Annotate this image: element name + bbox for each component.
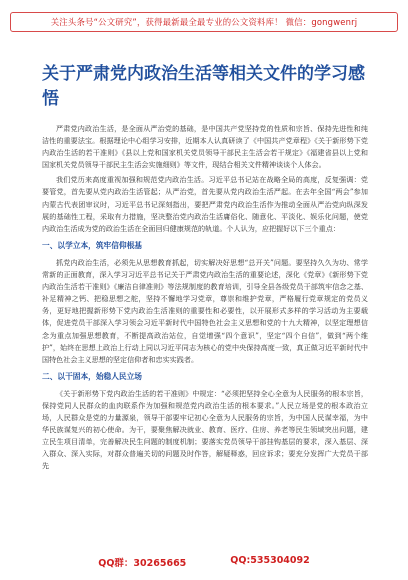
section-heading-1: 一、以学立本，筑牢信仰根基 — [42, 240, 142, 250]
section-body-1: 抓党内政治生活，必须先从思想教育抓起，切实解决好思想“总开关”问题。要坚持久久为功、常学常新的正面教育，深入学习习近平总书记关于严肃党内政治生活的重要论述，深化《党章》《新形势下党内政治生活若干准则》《廉洁自律准则》等法规制度的教育培训，引导全县各级党员干部筑牢信念之基、补足精神之钙、把稳思想之舵，坚持不懈地学习党章，尊崇和维护党章，严格履行党章规定的党员义务，更好地把握新形势下党内政治生活准则的重要性和必要性，以开展形式多样的学习活动为主要载体，促进党员干部深入学习领会习近平新时代中国特色社会主义思想和党的十九大精神，以坚定理想信念为重点加强思想教育，不断提高政治站位，自觉增强“四个意识”，坚定“四个自信”，做到“两个维护”，始终在思想上政治上行动上同以习近平同志为核心的党中央保持高度一致，真正做习近平新时代中国特色社会主义思想的坚定信仰者和忠实实践者。 — [42, 257, 368, 364]
footer-qq: QQ:535304092 — [230, 555, 310, 566]
section-heading-2: 二、以干固本，始稳人民立场 — [42, 371, 142, 381]
promo-banner: 关注头条号“公文研究”，获得最新最全最专业的公文资料库！ 微信：gongwenrj — [10, 12, 398, 32]
footer-qq-group: QQ群：30265665 — [98, 558, 187, 569]
context-paragraph: 我们党历来高度重视加强和规范党内政治生活。习近平总书记站在战略全局的高度，反复强调：党要管党，首先要从党内政治生活管起；从严治党，首先要从党内政治生活严起。在去年全国“两会”参加内蒙古代表团审议时，习近平总书记深刻指出，要把严肃党内政治生活作为推动全面从严治党向纵深发展的基础性工程，采取有力措施，坚决整治党内政治生活庸俗化、随意化、平淡化、娱乐化问题，使党内政治生活成为党的政治生活在全面回归健康规范的轨道。个人认为，应把握好以下三个重点： — [42, 175, 368, 233]
footer-contacts — [0, 555, 408, 569]
section-body-2: 《关于新形势下党内政治生活的若干准则》中规定：“必须把坚持全心全意为人民服务的根本宗旨，保持党同人民群众的血肉联系作为加强和规范党内政治生活的根本要求。”人民立场是党的根本政治立场，人民群众是党的力量源泉，领导干部要牢记初心全意为人民服务的宗旨，为中国人民谋幸福，为中华民族谋复兴的初心使命。为干，要聚焦解决就业、教育、医疗、住房、养老等民生领域突出问题，建立民生项目清单，完善解决民生问题的制度机制；要落实党员领导干部挂钩基层的要求，深入基层、深入群众、深入实际，对群众普遍关切的问题及时作答，解疑释惑，回应诉求；要充分发挥广大党员干部先 — [42, 388, 368, 471]
document-title: 关于严肃党内政治生活等相关文件的学习感悟 — [42, 64, 365, 109]
document-body — [42, 123, 368, 476]
intro-paragraph: 严肃党内政治生活，是全面从严治党的基础，是中国共产党坚持党的性质和宗旨、保持先进性和纯洁性的重要法宝。根据理论中心组学习安排，近期本人认真研读了《中国共产党章程》《关于新形势下党内政治生活的若干准则》《县以上党和国家机关党员领导干部民主生活会若干规定》《福建省县以上党和国家机关党员领导干部民主生活会实施细则》等文件，现结合相关文件精神谈谈个人体会。 — [42, 124, 368, 170]
